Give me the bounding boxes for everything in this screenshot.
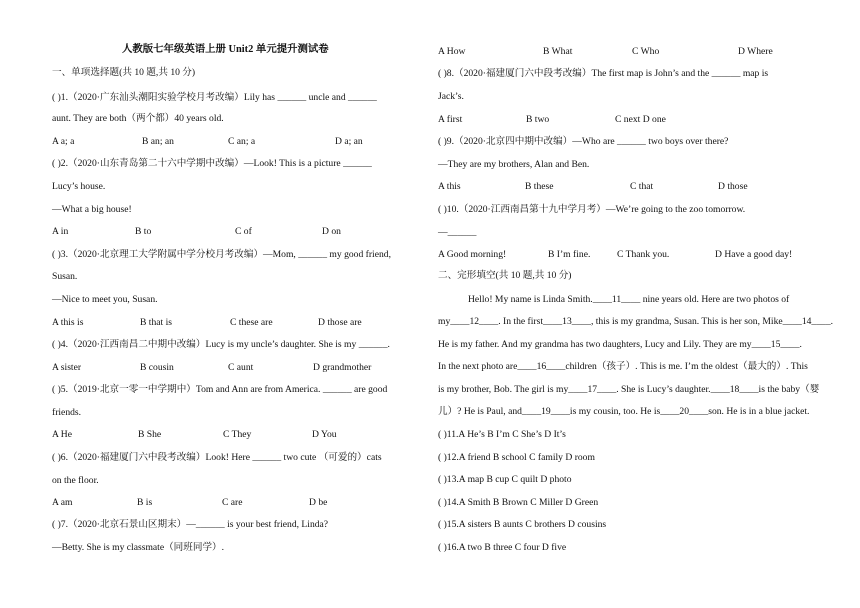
section-heading-2: 二、完形填空(共 10 题,共 10 分)	[438, 270, 572, 281]
question-5-cont: friends.	[52, 407, 82, 418]
q5-option-b: B She	[138, 429, 162, 440]
cloze-question: ( )16.A two B three C four D five	[438, 542, 567, 553]
passage-line: He is my father. And my grandma has two daughters, Lucy and Lily. They are my____15____.	[438, 339, 802, 350]
question-10: ( )10.（2020·江西南昌第十九中学月考）—We’re going to the zoo tomorrow.	[438, 204, 746, 215]
q6-option-c: C are	[222, 497, 243, 508]
cloze-question: ( )14.A Smith B Brown C Miller D Green	[438, 497, 599, 508]
section-heading-1: 一、单项选择题(共 10 题,共 10 分)	[52, 67, 196, 78]
q3-option-a: A this is	[52, 317, 84, 328]
q4-option-a: A sister	[52, 362, 82, 373]
q5-option-d: D You	[312, 429, 337, 440]
question-3-reply: —Nice to meet you, Susan.	[52, 294, 158, 305]
question-6-cont: on the floor.	[52, 475, 99, 486]
q1-option-c: C an; a	[228, 136, 256, 147]
question-3: ( )3.（2020·北京理工大学附属中学分校月考改编）—Mom, ______ my good friend,	[52, 249, 391, 260]
q1-option-d: D a; an	[335, 136, 363, 147]
q6-option-b: B is	[137, 497, 153, 508]
question-7-reply: —Betty. She is my classmate（同班同学）.	[52, 542, 225, 553]
q7-option-a: A How	[438, 46, 466, 57]
q7-option-d: D Where	[738, 46, 773, 57]
q10-option-c: C Thank you.	[617, 249, 670, 260]
question-3-cont: Susan.	[52, 271, 78, 282]
q3-option-c: C these are	[230, 317, 273, 328]
cloze-question: ( )12.A friend B school C family D room	[438, 452, 595, 463]
q9-option-d: D those	[718, 181, 748, 192]
q2-option-a: A in	[52, 226, 69, 237]
question-6: ( )6.（2020·福建厦门六中段考改编）Look! Here ______ two cute （可爱的）cats	[52, 452, 382, 463]
passage-line: Hello! My name is Linda Smith.____11____ nine years old. Here are two photos of	[468, 294, 790, 305]
q3-option-d: D those are	[318, 317, 362, 328]
passage-line: my____12____. In the first____13____, this is my grandma, Susan. This is her son, Mike____14____.	[438, 316, 834, 327]
q8-option-b: B two	[526, 114, 550, 125]
q10-option-a: A Good morning!	[438, 249, 507, 260]
q10-option-b: B I’m fine.	[548, 249, 591, 260]
question-2-cont: Lucy’s house.	[52, 181, 106, 192]
q2-option-b: B to	[135, 226, 152, 237]
cloze-question: ( )15.A sisters B aunts C brothers D cousins	[438, 519, 607, 530]
question-8-cont: Jack’s.	[438, 91, 464, 102]
question-2: ( )2.（2020·山东青岛第二十六中学期中改编）—Look! This is a picture ______	[52, 158, 372, 169]
question-5: ( )5.（2019·北京一零一中学期中）Tom and Ann are from America. ______ are good	[52, 384, 388, 395]
question-10-reply: —______	[438, 227, 477, 238]
page-title: 人教版七年级英语上册 Unit2 单元提升测试卷	[122, 44, 329, 55]
q8-option-cd: C next D one	[615, 114, 666, 125]
q4-option-c: C aunt	[228, 362, 254, 373]
q7-option-b: B What	[543, 46, 573, 57]
q2-option-d: D on	[322, 226, 341, 237]
passage-line: 儿）? He is Paul, and____19____is my cousin, too. He is____20____son. He is in a blue jacket.	[438, 406, 810, 417]
q9-option-b: B these	[525, 181, 554, 192]
passage-line: In the next photo are____16____children（孩子）. This is me. I’m the oldest（最大的）. This	[438, 361, 808, 372]
q9-option-a: A this	[438, 181, 461, 192]
q5-option-c: C They	[223, 429, 252, 440]
cloze-question: ( )13.A map B cup C quilt D photo	[438, 474, 572, 485]
question-8: ( )8.（2020·福建厦门六中段考改编）The first map is John’s and the ______ map is	[438, 68, 769, 79]
question-2-reply: —What a big house!	[52, 204, 132, 215]
passage-line: is my brother, Bob. The girl is my____17____. She is Lucy’s daughter.____18____is the baby（婴	[438, 384, 820, 395]
q8-option-a: A first	[438, 114, 463, 125]
q1-option-b: B an; an	[142, 136, 174, 147]
q1-option-a: A a; a	[52, 136, 75, 147]
question-9: ( )9.（2020·北京四中期中改编）—Who are ______ two boys over there?	[438, 136, 729, 147]
question-1-cont: aunt. They are both（两个都）40 years old.	[52, 113, 224, 124]
question-7: ( )7.（2020·北京石景山区期末）—______ is your best friend, Linda?	[52, 519, 329, 530]
q6-option-a: A am	[52, 497, 73, 508]
q7-option-c: C Who	[632, 46, 660, 57]
cloze-question: ( )11.A He’s B I’m C She’s D It’s	[438, 429, 566, 440]
q5-option-a: A He	[52, 429, 72, 440]
q4-option-b: B cousin	[140, 362, 174, 373]
q2-option-c: C of	[235, 226, 252, 237]
q10-option-d: D Have a good day!	[715, 249, 793, 260]
question-1: ( )1.（2020·广东汕头潮阳实验学校月考改编）Lily has ______ uncle and ______	[52, 92, 377, 103]
question-9-reply: —They are my brothers, Alan and Ben.	[438, 159, 590, 170]
q3-option-b: B that is	[140, 317, 172, 328]
q6-option-d: D be	[309, 497, 328, 508]
q9-option-c: C that	[630, 181, 654, 192]
question-4: ( )4.（2020·江西南昌二中期中改编）Lucy is my uncle’s daughter. She is my ______.	[52, 339, 390, 350]
q4-option-d: D grandmother	[313, 362, 372, 373]
